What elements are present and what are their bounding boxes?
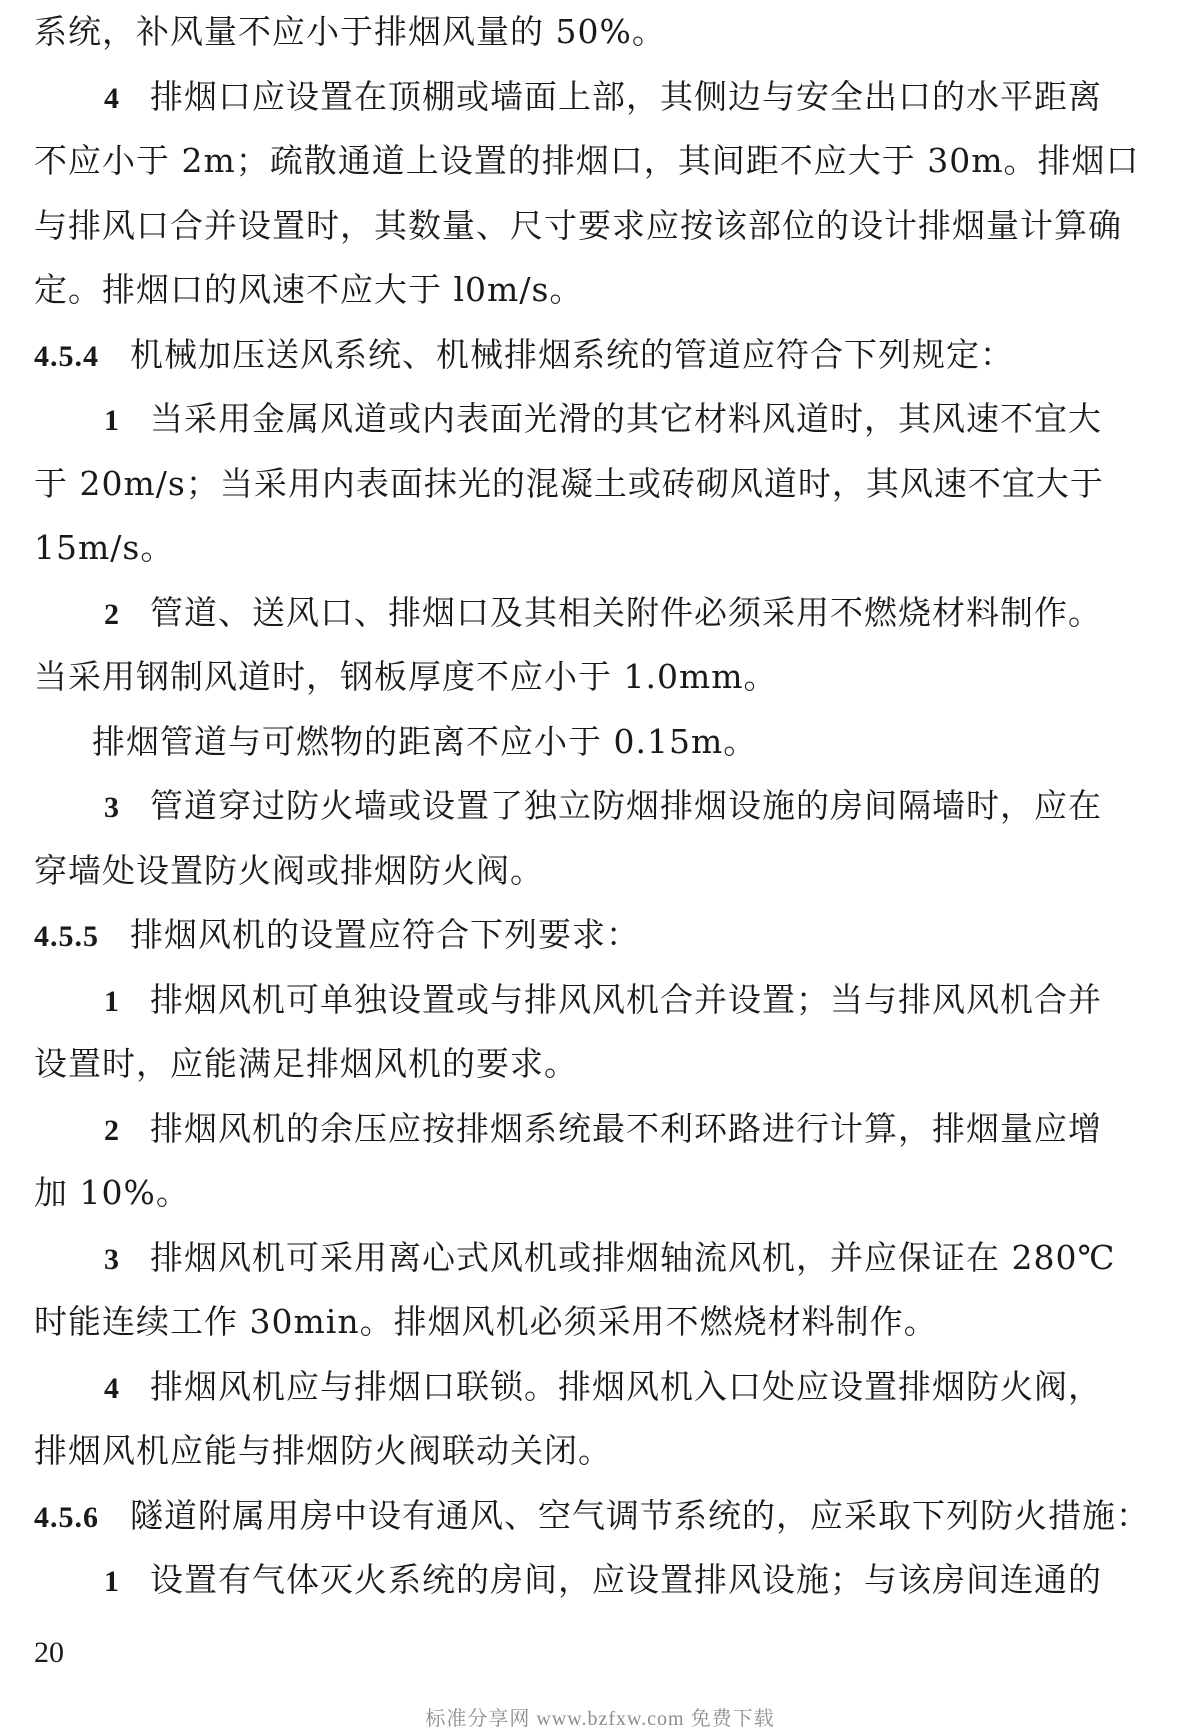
line-text: 管道、送风口、排烟口及其相关附件必须采用不燃烧材料制作。: [150, 592, 1102, 632]
line-text: 排烟风机可采用离心式风机或排烟轴流风机，并应保证在 280℃: [150, 1237, 1116, 1277]
text-line: [34, 581, 1114, 646]
item-number: 2: [104, 1113, 120, 1147]
text-line: [34, 1161, 1114, 1226]
text-line: [34, 1548, 1114, 1613]
text-line: [34, 839, 1114, 904]
line-text: 与排风口合并设置时，其数量、尺寸要求应按该部位的设计排烟量计算确: [34, 205, 1122, 245]
text-line: [34, 968, 1114, 1033]
body-text: [34, 0, 1150, 1613]
clause-number: 4.5.4: [34, 339, 99, 373]
text-line: [34, 1097, 1114, 1162]
watermark: 标准分享网 www.bzfxw.com 免费下载: [425, 1708, 775, 1730]
text-line: [34, 903, 1114, 968]
text-line: [34, 258, 1114, 323]
text-line: [34, 323, 1114, 388]
line-text: 加 10%。: [34, 1173, 190, 1212]
item-number: 3: [104, 1242, 120, 1276]
text-line: [34, 194, 1122, 259]
clause-number: 4.5.6: [34, 1500, 99, 1534]
text-line: [34, 1032, 1114, 1097]
line-text: 隧道附属用房中设有通风、空气调节系统的，应采取下列防火措施：: [130, 1495, 1150, 1535]
line-text: 排烟风机应能与排烟防火阀联动关闭。: [34, 1431, 612, 1470]
line-text: 系统，补风量不应小于排烟风量的 50%。: [34, 12, 666, 51]
text-line: [34, 452, 1114, 517]
item-number: 1: [104, 404, 120, 437]
text-line: [34, 65, 1114, 130]
line-text: 排烟管道与可燃物的距离不应小于 0.15m。: [92, 721, 758, 761]
line-text: 当采用钢制风道时，钢板厚度不应小于 1.0mm。: [34, 657, 778, 696]
page-number: 20: [34, 1636, 64, 1669]
text-line: [34, 516, 1114, 581]
line-text: 管道穿过防火墙或设置了独立防烟排烟设施的房间隔墙时，应在: [150, 786, 1102, 825]
line-text: 时能连续工作 30min。排烟风机必须采用不燃烧材料制作。: [34, 1302, 938, 1341]
clause-number: 4.5.5: [34, 920, 99, 953]
line-text: 机械加压送风系统、机械排烟系统的管道应符合下列规定：: [130, 334, 1014, 374]
text-line: [34, 1355, 1114, 1420]
text-line: [34, 774, 1114, 839]
line-text: 不应小于 2m；疏散通道上设置的排烟口，其间距不应大于 30m。排烟口: [34, 141, 1140, 180]
line-text: 排烟风机的设置应符合下列要求：: [130, 915, 640, 954]
line-text: 设置时，应能满足排烟风机的要求。: [34, 1044, 578, 1083]
text-line: [34, 1419, 1114, 1484]
line-text: 于 20m/s；当采用内表面抹光的混凝土或砖砌风道时，其风速不宜大于: [34, 463, 1104, 503]
item-number: 3: [104, 791, 120, 824]
line-text: 排烟风机的余压应按排烟系统最不利环路进行计算，排烟量应增: [150, 1108, 1102, 1148]
text-line: [34, 710, 1114, 775]
text-line: [34, 0, 1114, 65]
item-number: 1: [104, 1565, 120, 1598]
line-text: 排烟风机可单独设置或与排风风机合并设置；当与排风风机合并: [150, 979, 1102, 1019]
item-number: 2: [104, 597, 120, 631]
text-line: [34, 129, 1140, 194]
text-line: [34, 645, 1114, 710]
text-line: [34, 1226, 1114, 1291]
line-text: 穿墙处设置防火阀或排烟防火阀。: [34, 850, 544, 890]
item-number: 1: [104, 984, 120, 1018]
text-line: [34, 1290, 1114, 1355]
line-text: 当采用金属风道或内表面光滑的其它材料风道时，其风速不宜大: [150, 399, 1102, 438]
line-text: 排烟口应设置在顶棚或墙面上部，其侧边与安全出口的水平距离: [150, 76, 1102, 116]
line-text: 定。排烟口的风速不应大于 l0m/s。: [34, 270, 584, 309]
line-text: 15m/s。: [34, 528, 175, 567]
text-line: [34, 387, 1114, 452]
item-number: 4: [104, 1371, 120, 1405]
item-number: 4: [104, 81, 120, 115]
text-line: [34, 1484, 1150, 1549]
line-text: 排烟风机应与排烟口联锁。排烟风机入口处应设置排烟防火阀，: [150, 1366, 1102, 1406]
line-text: 设置有气体灭火系统的房间，应设置排风设施；与该房间连通的: [150, 1560, 1102, 1599]
